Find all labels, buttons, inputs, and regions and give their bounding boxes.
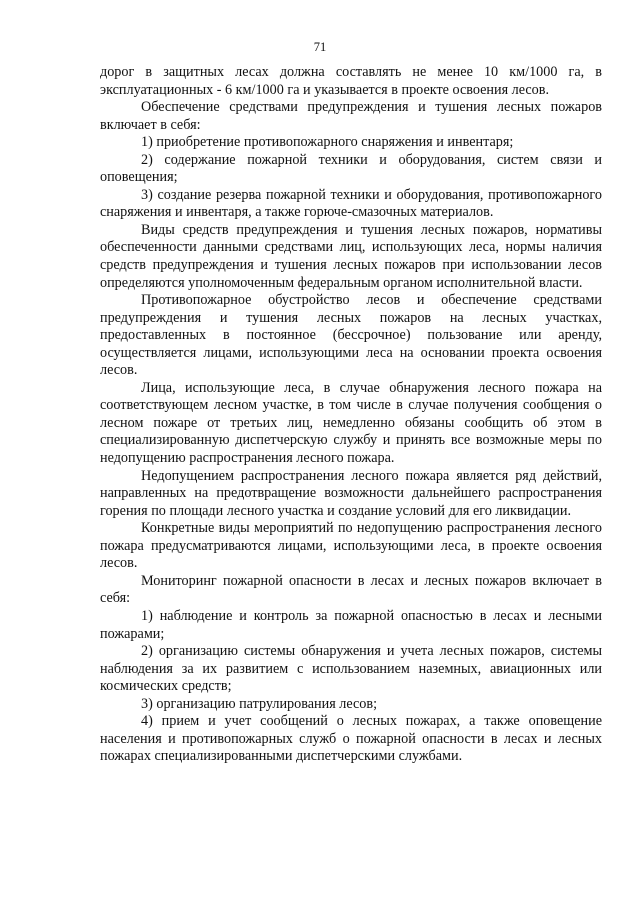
paragraph: Мониторинг пожарной опасности в лесах и лесных пожаров включает в себя: — [100, 572, 602, 607]
paragraph: Лица, использующие леса, в случае обнаружения лесного пожара на соответствующем лесном участке, в том числе в случае получения сообщения о лесном пожаре от третьих лиц, немедленно обязаны сообщить об этом в специализированную диспетчерскую службу и принять все возможные меры по недопущению распространения лесного пожара. — [100, 379, 602, 467]
list-item: 2) содержание пожарной техники и оборудования, систем связи и оповещения; — [100, 151, 602, 186]
page-number: 71 — [313, 40, 327, 54]
paragraph: Конкретные виды мероприятий по недопущению распространения лесного пожара предусматриваются лицами, использующими леса, в проекте освоения лесов. — [100, 520, 602, 572]
paragraph: Противопожарное обустройство лесов и обеспечение средствами предупреждения и тушения лесных пожаров на лесных участках, предоставленных в постоянное (бессрочное) пользование или аренду, осуществляется лицами, использующими леса на основании проекта освоения лесов. — [100, 292, 602, 379]
list-item: 2) организацию системы обнаружения и учета лесных пожаров, системы наблюдения за их развитием с использованием наземных, авиационных или космических средств; — [100, 643, 602, 695]
list-item: 3) организацию патрулирования лесов; — [141, 695, 378, 712]
list-item: 1) наблюдение и контроль за пожарной опасностью в лесах и лесными пожарами; — [100, 607, 602, 642]
list-item: 3) создание резерва пожарной техники и оборудования, противопожарного снаряжения и инвентаря, а также горюче-смазочных материалов. — [100, 186, 602, 221]
paragraph: Недопущением распространения лесного пожара является ряд действий, направленных на предотвращение возможности дальнейшего распространения горения по площади лесного участка и создание условий для его ликвидации. — [100, 467, 602, 519]
paragraph: Обеспечение средствами предупреждения и тушения лесных пожаров включает в себя: — [100, 99, 602, 133]
paragraph-continued: дорог в защитных лесах должна составлять не менее 10 км/1000 га, в эксплуатационных - 6 км/1000 га и указывается в проекте освоения лесов. — [100, 64, 602, 98]
list-item: 1) приобретение противопожарного снаряжения и инвентаря; — [141, 134, 514, 151]
paragraph: Виды средств предупреждения и тушения лесных пожаров, нормативы обеспеченности данными средствами лиц, использующих леса, нормы наличия средств предупреждения и тушения лесных пожаров при использовании лесов определяются уполномоченным федеральным органом исполнительной власти. — [100, 221, 602, 291]
body-text — [100, 64, 602, 766]
list-item: 4) прием и учет сообщений о лесных пожарах, а также оповещение населения и противопожарных служб о пожарной опасности в лесах и лесных пожарах специализированными диспетчерскими службами. — [100, 713, 602, 765]
